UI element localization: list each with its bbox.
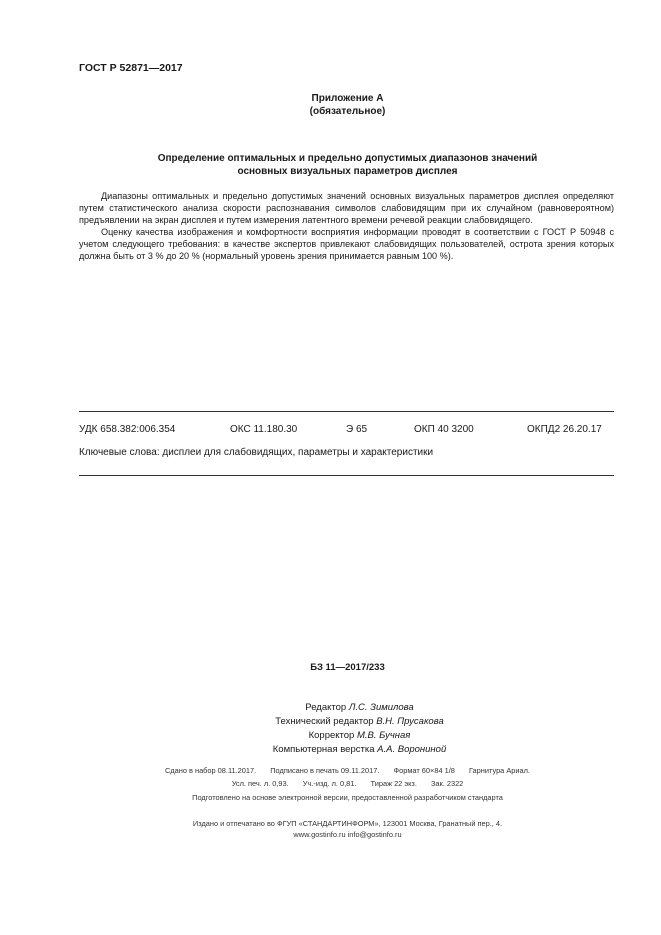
editor-row: Редактор Л.С. Зимилова — [305, 702, 414, 713]
imprint-line-2: Усл. печ. л. 0,93. Уч.-изд. л. 0,81. Тираж 22 экз. Зак. 2322 — [231, 779, 464, 788]
paragraph-2: Оценку качества изображения и комфортности восприятия информации проводят в соответствии с ГОСТ Р 50948 с учетом следующего требования: в качестве экспертов привлекают слабовидящих пользователей, острота зрения которых должна быть от 3 % до 20 % (нормальный уровень зрения принимается равным 100 %). — [79, 227, 614, 261]
body-text — [79, 190, 614, 262]
editor-row: Корректор М.В. Бучная — [308, 730, 411, 741]
keywords: Ключевые слова: дисплеи для слабовидящих, параметры и характеристики — [79, 447, 434, 458]
divider-top — [79, 411, 614, 412]
appendix-heading — [0, 92, 661, 118]
section-title — [0, 152, 661, 178]
section-title-line-2: основных визуальных параметров дисплея — [237, 166, 458, 177]
editors-list — [0, 701, 661, 757]
section-title-line-1: Определение оптимальных и предельно допустимых диапазонов значений — [157, 153, 538, 164]
standard-code: ГОСТ Р 52871—2017 — [79, 62, 183, 74]
publisher-line-1: Издано и отпечатано во ФГУП «СТАНДАРТИНФОРМ», 123001 Москва, Гранатный пер., 4. — [192, 819, 503, 828]
okp-code: ОКП 40 3200 — [414, 424, 474, 435]
udk-code: УДК 658.382:006.354 — [79, 424, 176, 435]
paragraph-1: Диапазоны оптимальных и предельно допустимых значений основных визуальных параметров дисплея определяют путем статистического анализа скорости распознавания символов слабовидящим при их случайном (равновероятном) предъявлении на экран дисплея и путем измерения латентного времени речевой реакции слабовидящего. — [79, 191, 614, 225]
appendix-title: Приложение А — [311, 93, 384, 104]
okpd-code: ОКПД2 26.20.17 — [527, 424, 602, 435]
bz-code: БЗ 11—2017/233 — [310, 662, 385, 673]
appendix-status: (обязательное) — [309, 106, 386, 117]
imprint-line-1: Сдано в набор 08.11.2017. Подписано в печать 09.11.2017. Формат 60×84 1/8 Гарнитура Ариал. — [165, 766, 530, 775]
editor-row: Технический редактор В.Н. Прусакова — [275, 716, 444, 727]
oks-code: ОКС 11.180.30 — [230, 424, 298, 435]
editor-row: Компьютерная верстка А.А. Ворониной — [272, 744, 447, 755]
divider-bottom — [79, 475, 614, 476]
e-code: Э 65 — [346, 424, 368, 435]
imprint-line-3: Подготовлено на основе электронной версии, предоставленной разработчиком стандарта — [192, 793, 503, 802]
publisher-line-2: www.gostinfo.ru info@gostinfo.ru — [293, 830, 402, 839]
